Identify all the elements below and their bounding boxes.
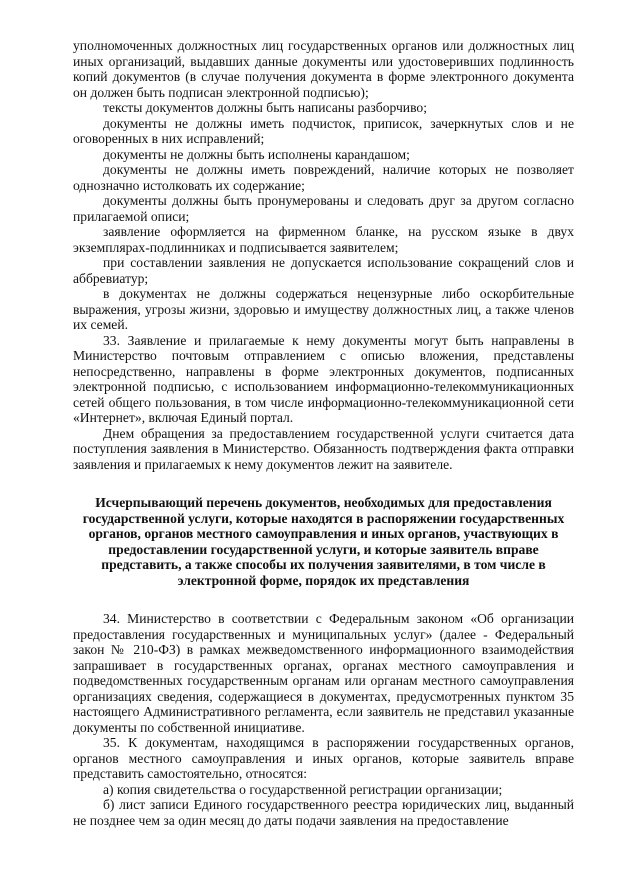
paragraph-no-offensive-rule: в документах не должны содержаться нецензурные либо оскорбительные выражения, угрозы жизни, здоровью и имуществу должностных лиц, а также членов их семей.	[73, 286, 574, 332]
paragraph-numbering-rule: документы должны быть пронумерованы и следовать друг за другом согласно прилагаемой описи;	[73, 193, 574, 224]
paragraph-no-pencil-rule: документы не должны быть исполнены карандашом;	[103, 146, 410, 162]
paragraph-item-35a: а) копия свидетельства о государственной регистрации организации;	[103, 781, 503, 797]
paragraph-item-33: 33. Заявление и прилагаемые к нему документы могут быть направлены в Министерство почтовым отправлением с описью вложения, представлены непосредственно, направлены в форме электронных документов, подписанных электронной подписью, с использованием информационно-телекоммуникационных сетей общего пользования, в том числе информационно-телекоммуникационной сети «Интернет», включая Единый портал.	[73, 332, 574, 425]
paragraph-item-35: 35. К документам, находящимся в распоряжении государственных органов, органов местного самоуправления и иных органов, которые заявитель вправе представить самостоятельно, относятся:	[73, 735, 574, 781]
paragraph-no-abbreviations-rule: при составлении заявления не допускается использование сокращений слов и аббревиатур;	[73, 255, 574, 286]
paragraph-filing-date: Днем обращения за предоставлением государственной услуги считается дата поступления заявления в Министерство. Обязанность подтверждения факта отправки заявления и прилагаемых к нему документов лежит на заявителе.	[73, 425, 574, 472]
paragraph-legibility-rule: тексты документов должны быть написаны разборчиво;	[103, 100, 427, 115]
paragraph-item-34: 34. Министерство в соответствии с Федеральным законом «Об организации предоставления государственных и муниципальных услуг» (далее - Федеральный закон № 210-ФЗ) в рамках межведомственного информационного взаимодействия запрашивает в государственных органах, органах местного самоуправления и подведомственных государственным органам или органам местного самоуправления организациях сведения, содержащиеся в документах, предусмотренных пунктом 35 настоящего Административного регламента, если заявитель не представил указанные документы по собственной инициативе.	[73, 611, 574, 735]
paragraph-letterhead-rule: заявление оформляется на фирменном бланке, на русском языке в двух экземплярах-подлинниках и подписывается заявителем;	[73, 224, 574, 255]
section-heading: Исчерпывающий перечень документов, необходимых для предоставления государственной услуги, которые находятся в распоряжении государственных органов, органов местного самоуправления и иных органов, участвующих в предоставлении государственной услуги, и которые заявитель вправе представить, а также способы их получения заявителями, в том числе в электронной форме, порядок их представления	[82, 495, 565, 588]
paragraph-item-35b: б) лист записи Единого государственного реестра юридических лиц, выданный не позднее чем за один месяц до даты подачи заявления на предоставление	[73, 797, 574, 828]
paragraph-no-erasures-rule: документы не должны иметь подчисток, приписок, зачеркнутых слов и не оговоренных в них исправлений;	[73, 115, 574, 146]
paragraph-no-damage-rule: документы не должны иметь повреждений, наличие которых не позволяет однозначно истолковать их содержание;	[73, 162, 574, 193]
paragraph-continuation: уполномоченных должностных лиц государственных органов или должностных лиц иных организаций, выдавших данные документы или удостоверивших подлинность копий документов (в случае получения документа в форме электронного документа он должен быть подписан электронной подписью);	[73, 38, 574, 100]
